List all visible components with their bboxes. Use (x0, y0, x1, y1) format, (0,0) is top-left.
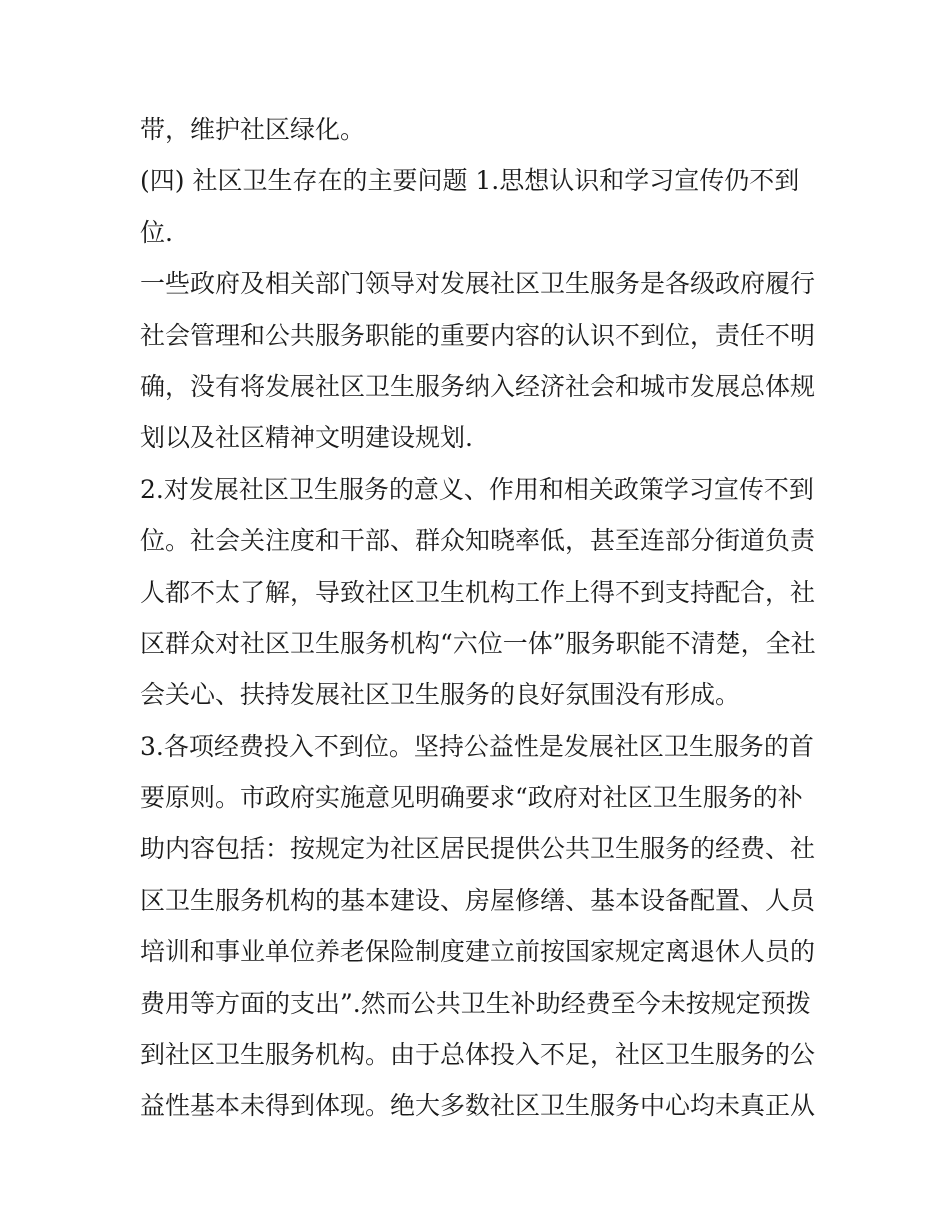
text-line: 一些政府及相关部门领导对发展社区卫生服务是各级政府履行 (140, 269, 816, 299)
text-line: 划以及社区精神文明建设规划. (140, 423, 473, 453)
document-body (140, 104, 820, 1132)
text-line: 区群众对社区卫生服务机构“六位一体”服务职能不清楚，全社 (140, 628, 816, 658)
text-line: 位。社会关注度和干部、群众知晓率低，甚至连部分街道负责 (140, 526, 816, 556)
text-line: 培训和事业单位养老保险制度建立前按国家规定离退休人员的 (140, 937, 816, 967)
section-heading-line: (四) 社区卫生存在的主要问题 1.思想认识和学习宣传仍不到 (140, 166, 800, 196)
text-line: 会关心、扶持发展社区卫生服务的良好氛围没有形成。 (140, 680, 741, 710)
text-line: 2.对发展社区卫生服务的意义、作用和相关政策学习宣传不到 (140, 474, 814, 504)
text-line: 社会管理和公共服务职能的重要内容的认识不到位，责任不明 (140, 320, 816, 350)
text-line: 带，维护社区绿化。 (140, 115, 366, 144)
text-line: 助内容包括：按规定为社区居民提供公共卫生服务的经费、社 (140, 834, 816, 864)
text-line: 3.各项经费投入不到位。坚持公益性是发展社区卫生服务的首 (140, 731, 814, 761)
text-line: 位. (140, 217, 173, 247)
text-line: 到社区卫生服务机构。由于总体投入不足，社区卫生服务的公 (140, 1040, 816, 1070)
text-line: 确，没有将发展社区卫生服务纳入经济社会和城市发展总体规 (140, 371, 816, 401)
text-line: 人都不太了解，导致社区卫生机构工作上得不到支持配合，社 (140, 577, 816, 607)
text-line: 益性基本未得到体现。绝大多数社区卫生服务中心均未真正从 (140, 1091, 816, 1121)
text-line: 要原则。市政府实施意见明确要求“政府对社区卫生服务的补 (140, 783, 803, 813)
text-line: 费用等方面的支出”.然而公共卫生补助经费至今未按规定预拨 (140, 988, 811, 1018)
text-line: 区卫生服务机构的基本建设、房屋修缮、基本设备配置、人员 (140, 885, 816, 915)
